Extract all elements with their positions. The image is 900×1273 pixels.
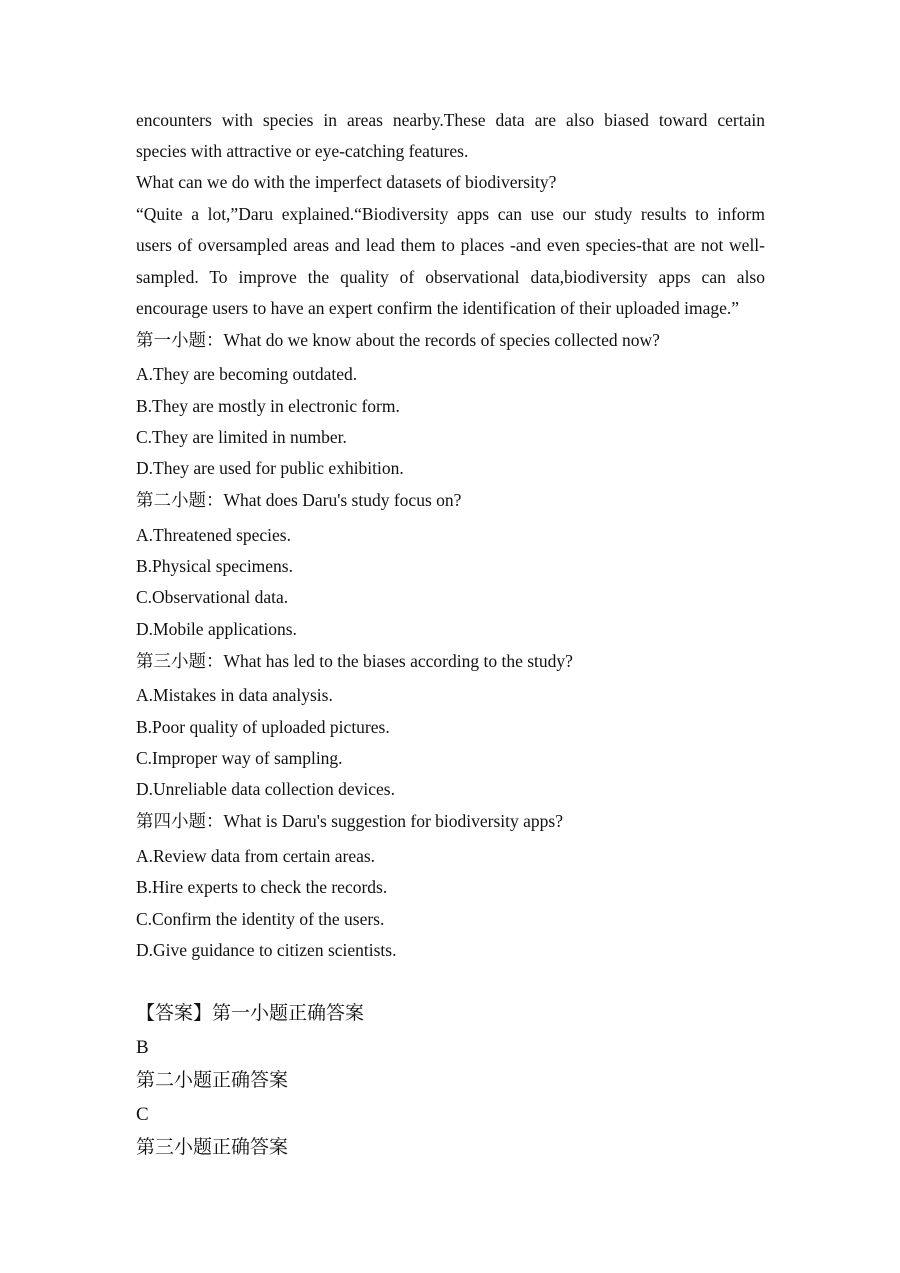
question-2-option-b: B.Physical specimens.	[136, 556, 293, 576]
question-3-option-c: C.Improper way of sampling.	[136, 748, 343, 768]
passage-line: users of oversampled areas and lead them to places -and even species-that are not well-	[136, 235, 765, 255]
answer-2-label: 第二小题正确答案	[136, 1070, 289, 1091]
passage-line: species with attractive or eye-catching features.	[136, 141, 469, 161]
passage-line: encourage users to have an expert confirm the identification of their uploaded image.”	[136, 298, 740, 318]
passage-line: “Quite a lot,”Daru explained.“Biodiversity apps can use our study results to inform	[136, 204, 765, 224]
passage-line: sampled. To improve the quality of observational data,biodiversity apps can also	[136, 267, 765, 287]
question-1-option-b: B.They are mostly in electronic form.	[136, 396, 400, 416]
question-3-option-b: B.Poor quality of uploaded pictures.	[136, 717, 390, 737]
question-1-option-d: D.They are used for public exhibition.	[136, 458, 404, 478]
question-3-option-d: D.Unreliable data collection devices.	[136, 779, 395, 799]
answer-3-label: 第三小题正确答案	[136, 1137, 289, 1158]
question-4-stem: 第四小题：What is Daru's suggestion for biodiversity apps?	[136, 811, 563, 831]
question-2-option-d: D.Mobile applications.	[136, 619, 297, 639]
answer-heading: 【答案】第一小题正确答案	[136, 1003, 365, 1024]
question-4-option-c: C.Confirm the identity of the users.	[136, 909, 385, 929]
answer-2-value: C	[136, 1104, 149, 1125]
answer-1-value: B	[136, 1037, 149, 1058]
passage-line: encounters with species in areas nearby.These data are also biased toward certain	[136, 110, 765, 130]
question-3-option-a: A.Mistakes in data analysis.	[136, 685, 333, 705]
question-2-option-a: A.Threatened species.	[136, 525, 291, 545]
question-1-option-c: C.They are limited in number.	[136, 427, 347, 447]
question-1-option-a: A.They are becoming outdated.	[136, 364, 358, 384]
question-1-stem: 第一小题：What do we know about the records of species collected now?	[136, 330, 660, 350]
question-4-option-b: B.Hire experts to check the records.	[136, 877, 388, 897]
question-3-stem: 第三小题：What has led to the biases according to the study?	[136, 651, 573, 671]
question-2-stem: 第二小题：What does Daru's study focus on?	[136, 490, 462, 510]
passage-line: What can we do with the imperfect datasets of biodiversity?	[136, 172, 557, 192]
question-4-option-a: A.Review data from certain areas.	[136, 846, 376, 866]
question-4-option-d: D.Give guidance to citizen scientists.	[136, 940, 397, 960]
question-2-option-c: C.Observational data.	[136, 587, 289, 607]
